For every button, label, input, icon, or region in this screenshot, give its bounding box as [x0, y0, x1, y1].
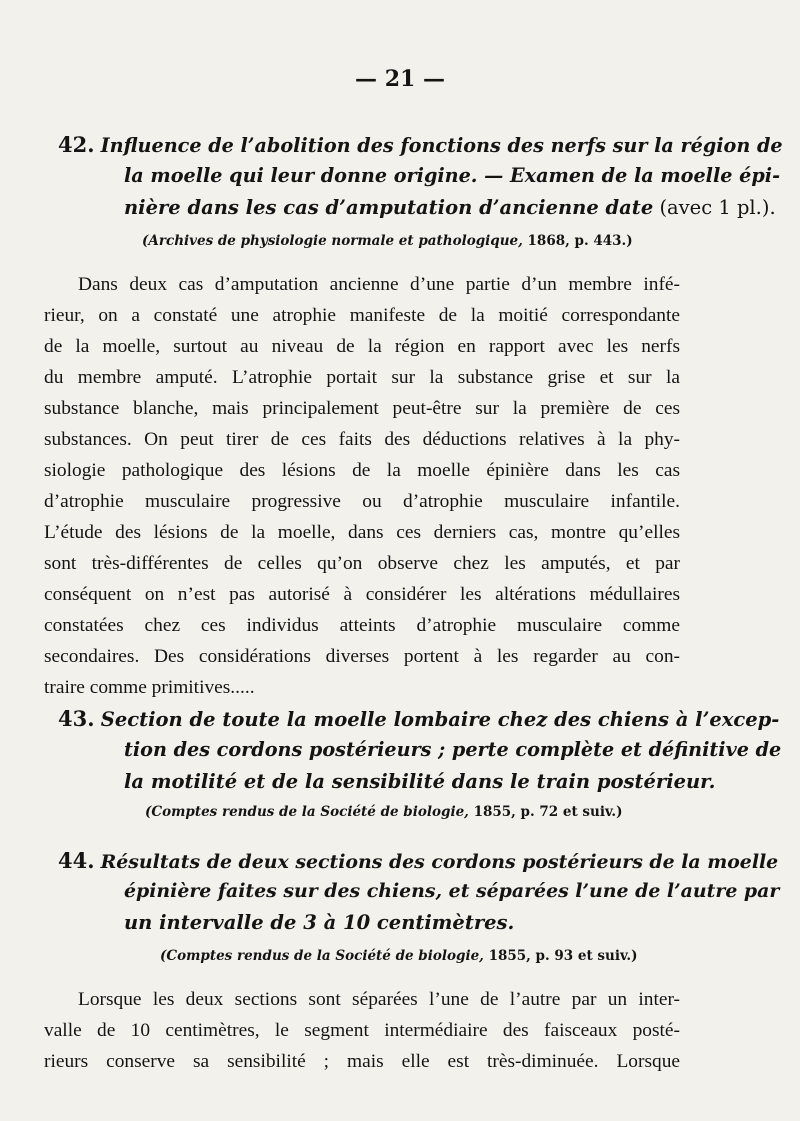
paragraph-1-line: sont très-différentes de celles qu’on observe chez les amputés, et par: [44, 553, 680, 574]
entry-44-title-line-2: épinière faites sur des chiens, et séparées l’une de l’autre par: [124, 880, 780, 902]
paragraph-2-line: Lorsque les deux sections sont séparées l’une de l’autre par un inter-: [78, 989, 680, 1010]
paragraph-1-line: constatées chez ces individus atteints d’atrophie musculaire comme: [44, 615, 680, 636]
paragraph-1-line: substances. On peut tirer de ces faits des déductions relatives à la phy-: [44, 429, 680, 450]
entry-44-citation: (Comptes rendus de la Société de biologie, 1855, p. 93 et suiv.): [160, 948, 638, 964]
paragraph-2-line: valle de 10 centimètres, le segment intermédiaire des faisceaux posté-: [44, 1020, 680, 1041]
paragraph-1-line: L’étude des lésions de la moelle, dans ces derniers cas, montre qu’elles: [44, 522, 680, 543]
entry-42-citation: (Archives de physiologie normale et pathologique, 1868, p. 443.): [142, 233, 633, 249]
entry-42-title-line-3: nière dans les cas d’amputation d’ancienne date (avec 1 pl.).: [124, 196, 776, 219]
entry-42-title-line-1: [58, 134, 783, 155]
paragraph-1-line: d’atrophie musculaire progressive ou d’atrophie musculaire infantile.: [44, 491, 680, 512]
entry-43-title-line-2: tion des cordons postérieurs ; perte complète et définitive de: [124, 738, 782, 761]
entry-44-title-line-3: un intervalle de 3 à 10 centimètres.: [124, 911, 515, 934]
entry-44-title-line-1: 44. Résultats de deux sections des cordons postérieurs de la moelle: [58, 848, 779, 873]
paragraph-1-line: secondaires. Des considérations diverses portent à les regarder au con-: [44, 646, 680, 667]
entry-43-number: 43.: [58, 706, 95, 731]
paragraph-2-line: rieurs conserve sa sensibilité ; mais elle est très-diminuée. Lorsque: [44, 1051, 680, 1072]
entry-42-title-suffix: (avec 1 pl.).: [659, 196, 776, 219]
paragraph-1-line: siologie pathologique des lésions de la moelle épinière dans les cas: [44, 460, 680, 481]
entry-42-title-text-1: Influence de l’abolition des fonctions des nerfs sur la région de: [100, 134, 783, 157]
entry-43-title-line-3: la motilité et de la sensibilité dans le train postérieur.: [124, 770, 716, 793]
paragraph-1-line: traire comme primitives.....: [44, 677, 255, 698]
paragraph-1-line: du membre amputé. L’atrophie portait sur la substance grise et sur la: [44, 367, 680, 388]
page-number: — 21 —: [355, 66, 445, 92]
entry-42-title-line-2: la moelle qui leur donne origine. — Examen de la moelle épi-: [124, 164, 781, 187]
paragraph-1-line: substance blanche, mais principalement peut-être sur la première de ces: [44, 398, 680, 419]
entry-44-number: 44.: [58, 848, 95, 873]
paragraph-1-line: rieur, on a constaté une atrophie manifeste de la moitié correspondante: [44, 305, 680, 326]
entry-43-title-line-1: 43. Section de toute la moelle lombaire chez des chiens à l’excep-: [58, 706, 780, 731]
paragraph-1-line: de la moelle, surtout au niveau de la région en rapport avec les nerfs: [44, 336, 680, 357]
entry-42-number: 42.: [58, 132, 95, 157]
paragraph-1-line: Dans deux cas d’amputation ancienne d’une partie d’un membre infé-: [78, 274, 680, 295]
entry-43-citation: (Comptes rendus de la Société de biologie, 1855, p. 72 et suiv.): [145, 804, 623, 820]
paragraph-1-line: conséquent on n’est pas autorisé à considérer les altérations médullaires: [44, 584, 680, 605]
